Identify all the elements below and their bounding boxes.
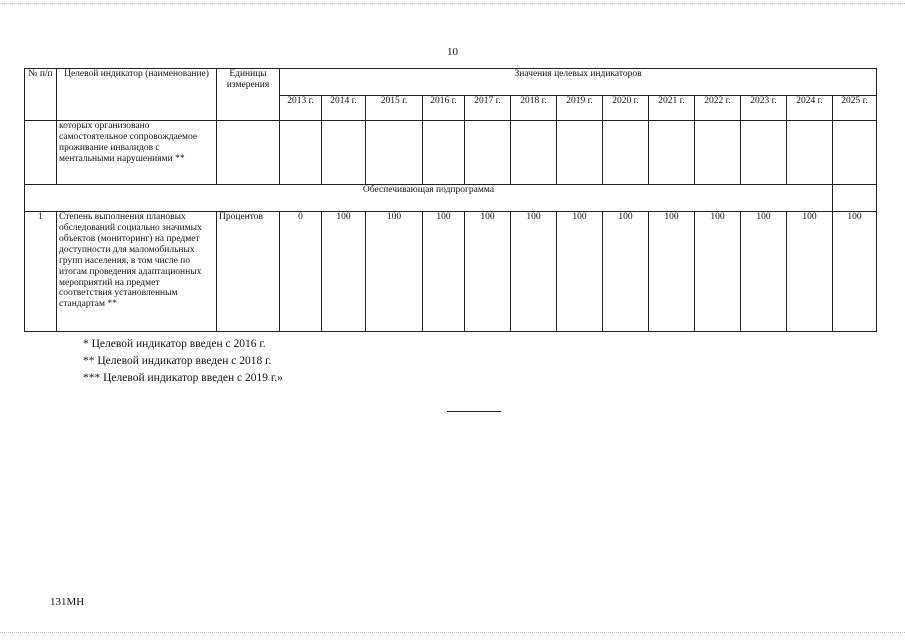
target-indicators-table <box>24 68 877 332</box>
footnote-3: *** Целевой индикатор введен с 2019 г.» <box>83 372 283 384</box>
section-title: Обеспечивающая подпрограмма <box>25 185 833 212</box>
header-year: 2022 г. <box>695 96 741 121</box>
section-spacer-cell <box>833 185 877 212</box>
value-cell <box>465 121 511 185</box>
header-year: 2018 г. <box>511 96 557 121</box>
header-year: 2024 г. <box>787 96 833 121</box>
header-year: 2025 г. <box>833 96 877 121</box>
row-num <box>25 121 57 185</box>
scan-artifact-bottom <box>0 632 905 636</box>
footnotes <box>83 336 283 387</box>
header-year: 2015 г. <box>366 96 423 121</box>
value-cell <box>322 121 366 185</box>
value-cell: 100 <box>366 212 423 332</box>
table-row-continued <box>25 121 877 185</box>
value-cell <box>280 121 322 185</box>
value-cell <box>423 121 465 185</box>
footnote-2: ** Целевой индикатор введен с 2018 г. <box>83 355 272 367</box>
row-name: которых организовано самостоятельное сопровождаемое проживание инвалидов с ментальными нарушениями ** <box>57 121 217 185</box>
header-year: 2013 г. <box>280 96 322 121</box>
row-units <box>217 121 280 185</box>
value-cell <box>833 121 877 185</box>
header-indicator: Целевой индикатор (наименование) <box>57 69 217 121</box>
table-row <box>25 212 877 332</box>
value-cell: 100 <box>695 212 741 332</box>
table-row-section <box>25 185 877 212</box>
value-cell: 0 <box>280 212 322 332</box>
value-cell <box>741 121 787 185</box>
value-cell <box>787 121 833 185</box>
separator-line <box>447 411 501 412</box>
header-year: 2021 г. <box>649 96 695 121</box>
value-cell: 100 <box>787 212 833 332</box>
page-number: 10 <box>447 46 458 58</box>
row-name: Степень выполнения плановых обследований социально значимых объектов (мониторинг) на предмет доступности для маломобильных групп населения, в том числе по итогам проведения адаптационных мероприятий на предмет соответствия установленным стандартам ** <box>57 212 217 332</box>
table-body <box>25 121 877 332</box>
header-year: 2017 г. <box>465 96 511 121</box>
header-year: 2016 г. <box>423 96 465 121</box>
value-cell: 100 <box>557 212 603 332</box>
value-cell <box>649 121 695 185</box>
value-cell: 100 <box>322 212 366 332</box>
value-cell: 100 <box>741 212 787 332</box>
value-cell: 100 <box>511 212 557 332</box>
footnote-1: * Целевой индикатор введен с 2016 г. <box>83 338 266 350</box>
value-cell: 100 <box>423 212 465 332</box>
row-units: Процентов <box>217 212 280 332</box>
header-year: 2020 г. <box>603 96 649 121</box>
value-cell: 100 <box>465 212 511 332</box>
scan-artifact-top <box>0 3 905 7</box>
header-year: 2014 г. <box>322 96 366 121</box>
header-units: Единицы измерения <box>217 69 280 121</box>
value-cell <box>511 121 557 185</box>
value-cell <box>366 121 423 185</box>
header-values: Значения целевых индикаторов <box>280 69 877 96</box>
value-cell <box>695 121 741 185</box>
header-num: № п/п <box>25 69 57 121</box>
value-cell: 100 <box>603 212 649 332</box>
value-cell: 100 <box>833 212 877 332</box>
document-code: 131МН <box>50 596 85 608</box>
header-year: 2023 г. <box>741 96 787 121</box>
header-year: 2019 г. <box>557 96 603 121</box>
value-cell <box>557 121 603 185</box>
row-num: 1 <box>25 212 57 332</box>
value-cell <box>603 121 649 185</box>
value-cell: 100 <box>649 212 695 332</box>
